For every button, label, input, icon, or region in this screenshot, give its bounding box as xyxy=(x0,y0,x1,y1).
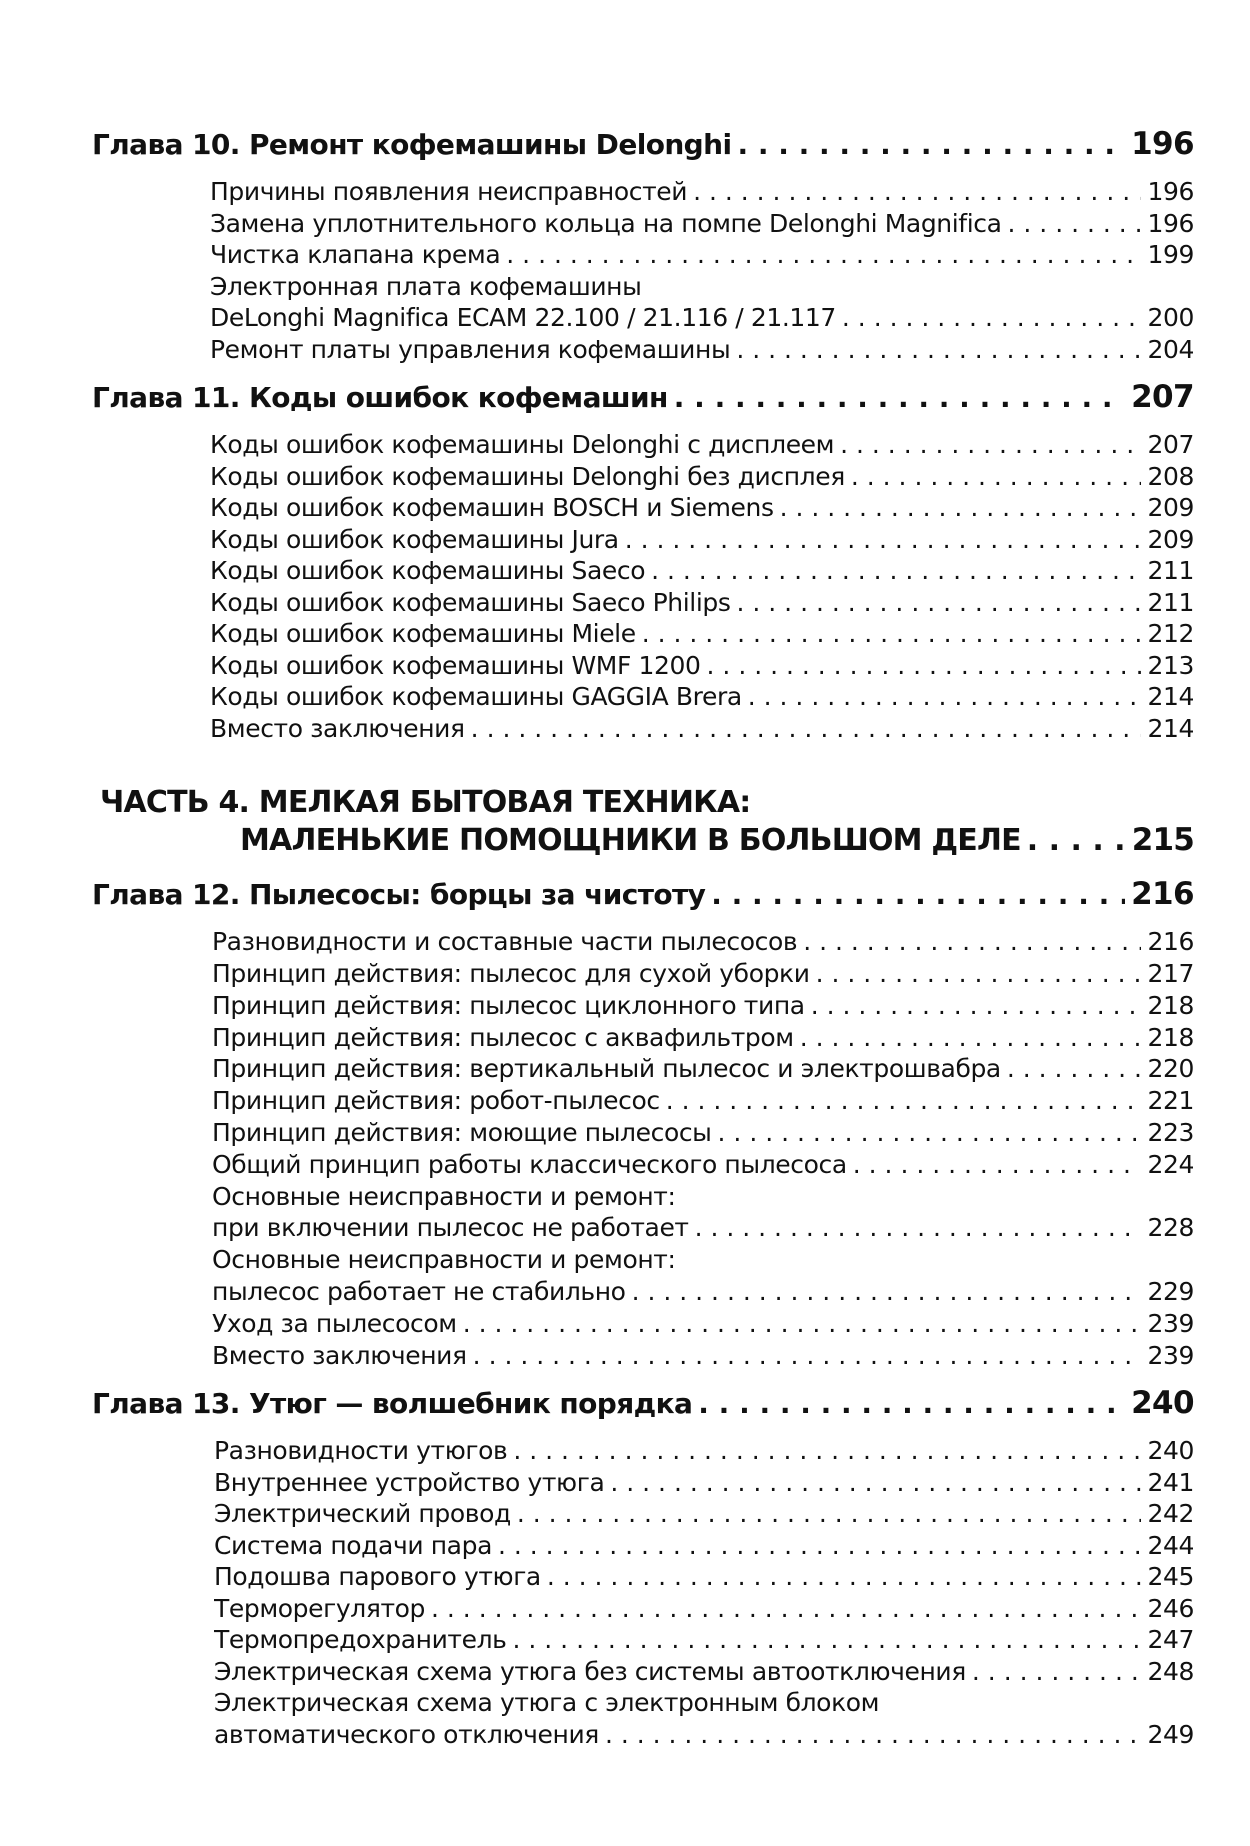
leader-dots xyxy=(513,1624,1142,1656)
part-page: 215 xyxy=(1131,822,1194,859)
entry-title: Коды ошибок кофемашины Jura xyxy=(210,524,619,554)
entry-title: Вместо заключения xyxy=(210,713,465,743)
toc-entry xyxy=(212,1085,1194,1117)
entry-page: 239 xyxy=(1147,1308,1194,1338)
toc-entry xyxy=(210,713,1194,745)
leader-dots xyxy=(711,878,1125,911)
entry-title: Коды ошибок кофемашины GAGGIA Brera xyxy=(210,682,742,712)
entry-title-line1: Основные неисправности и ремонт: xyxy=(212,1245,676,1275)
leader-dots xyxy=(811,990,1142,1022)
toc-entry xyxy=(212,926,1194,958)
toc-entry xyxy=(210,618,1194,650)
chapter-page: 207 xyxy=(1131,379,1194,416)
entry-page: 239 xyxy=(1147,1340,1194,1370)
entry-title-line2: DeLonghi Magnifica ECAM 22.100 / 21.116 / 21.117 xyxy=(210,303,836,333)
leader-dots xyxy=(513,1435,1141,1467)
entry-page: 228 xyxy=(1147,1213,1194,1243)
leader-dots xyxy=(698,1387,1125,1420)
entry-title: Замена уплотнительного кольца на помпе Delonghi Magnifica xyxy=(210,208,1002,238)
entry-title: Принцип действия: робот-пылесос xyxy=(212,1086,660,1116)
leader-dots xyxy=(737,128,1125,161)
entry-title: Подошва парового утюга xyxy=(214,1562,541,1592)
leader-dots xyxy=(1027,823,1126,858)
toc-chapter-13 xyxy=(92,1385,1194,1435)
chapter-title: Глава 10. Ремонт кофемашины Delonghi xyxy=(92,128,732,161)
entry-page: 244 xyxy=(1147,1530,1194,1560)
leader-dots xyxy=(651,555,1141,587)
toc-entry xyxy=(212,1340,1194,1372)
toc-entry xyxy=(210,555,1194,587)
leader-dots xyxy=(800,1022,1142,1054)
leader-dots xyxy=(471,713,1142,745)
entry-title-line2-row xyxy=(212,1276,1194,1308)
toc-entry xyxy=(210,176,1194,208)
leader-dots xyxy=(718,1117,1142,1149)
leader-dots xyxy=(473,1340,1142,1372)
leader-dots xyxy=(610,1467,1141,1499)
toc-entry xyxy=(214,1530,1194,1562)
leader-dots xyxy=(737,587,1142,619)
entry-page: 245 xyxy=(1147,1562,1194,1592)
toc-entry-two-line xyxy=(210,271,1194,334)
toc-entry xyxy=(210,461,1194,493)
entry-title: Терморегулятор xyxy=(214,1593,426,1623)
toc-chapter-10 xyxy=(92,126,1194,176)
entry-page: 204 xyxy=(1147,334,1194,364)
chapter-page: 216 xyxy=(1131,876,1194,913)
entry-title: Коды ошибок кофемашин BOSCH и Siemens xyxy=(210,493,774,523)
toc-entry xyxy=(212,1117,1194,1149)
entry-page: 241 xyxy=(1147,1467,1194,1497)
leader-dots xyxy=(642,618,1142,650)
entry-page: 249 xyxy=(1147,1720,1194,1750)
leader-dots xyxy=(748,681,1142,713)
leader-dots xyxy=(693,176,1141,208)
toc-entry xyxy=(210,681,1194,713)
toc-part-4 xyxy=(100,784,1194,862)
entry-page: 223 xyxy=(1147,1118,1194,1148)
chapter-page: 240 xyxy=(1131,1385,1194,1422)
entry-page: 218 xyxy=(1147,990,1194,1020)
entry-title-line2-row xyxy=(210,302,1194,334)
entry-page: 199 xyxy=(1147,240,1194,269)
leader-dots xyxy=(853,1149,1142,1181)
leader-dots xyxy=(816,958,1142,990)
entry-title: Общий принцип работы классического пылесоса xyxy=(212,1149,847,1179)
entry-title: Система подачи пара xyxy=(214,1530,492,1560)
toc-chapter-12 xyxy=(92,876,1194,926)
leader-dots xyxy=(851,461,1142,493)
toc-entry xyxy=(210,208,1194,240)
entry-page: 240 xyxy=(1147,1436,1194,1466)
entry-title: Чистка клапана крема xyxy=(210,240,501,269)
chapter-title: Глава 13. Утюг — волшебник порядка xyxy=(92,1387,693,1421)
entry-page: 200 xyxy=(1147,303,1194,333)
toc-entry xyxy=(210,587,1194,619)
toc-entry-two-line xyxy=(212,1181,1194,1245)
entry-title: Внутреннее устройство утюга xyxy=(214,1467,605,1497)
entry-page: 216 xyxy=(1147,927,1194,957)
toc-entry xyxy=(214,1624,1194,1656)
entry-title: Принцип действия: пылесос с аквафильтром xyxy=(212,1022,794,1052)
entry-page: 209 xyxy=(1147,493,1194,523)
toc-entry xyxy=(212,958,1194,990)
leader-dots xyxy=(736,334,1141,366)
entry-title-line2: при включении пылесос не работает xyxy=(212,1213,689,1243)
leader-dots xyxy=(803,926,1141,958)
leader-dots xyxy=(674,381,1125,414)
toc-entry-two-line xyxy=(214,1687,1194,1751)
toc-entry xyxy=(212,1308,1194,1340)
chapter-title: Глава 12. Пылесосы: борцы за чистоту xyxy=(92,878,706,912)
leader-dots xyxy=(605,1719,1142,1751)
entry-title-line2: пылесос работает не стабильно xyxy=(212,1277,626,1307)
entry-page: 242 xyxy=(1147,1499,1194,1529)
entry-page: 247 xyxy=(1147,1625,1194,1655)
toc-entry xyxy=(214,1593,1194,1625)
entry-page: 220 xyxy=(1147,1054,1194,1084)
part-title-line2: МАЛЕНЬКИЕ ПОМОЩНИКИ В БОЛЬШОМ ДЕЛЕ xyxy=(240,823,1021,859)
leader-dots xyxy=(840,429,1141,461)
entry-title: Принцип действия: пылесос циклонного типа xyxy=(212,990,805,1020)
entry-page: 196 xyxy=(1147,208,1194,238)
entry-page: 214 xyxy=(1147,682,1194,712)
entry-page: 214 xyxy=(1147,713,1194,743)
entry-title: Электрический провод xyxy=(214,1499,511,1529)
entry-title-line1: Электронная плата кофемашины xyxy=(210,271,642,301)
entry-page: 217 xyxy=(1147,959,1194,989)
toc-entry xyxy=(214,1498,1194,1530)
entry-page: 213 xyxy=(1147,650,1194,680)
leader-dots xyxy=(431,1593,1141,1625)
leader-dots xyxy=(1008,208,1142,240)
entry-page: 224 xyxy=(1147,1149,1194,1179)
toc-entry xyxy=(214,1435,1194,1467)
chapter-title: Глава 11. Коды ошибок кофемашин xyxy=(92,381,668,415)
leader-dots xyxy=(1007,1053,1142,1085)
leader-dots xyxy=(707,650,1142,682)
leader-dots xyxy=(506,239,1141,271)
leader-dots xyxy=(632,1276,1142,1308)
entry-title: Принцип действия: пылесос для сухой уборки xyxy=(212,959,810,989)
entry-title: Уход за пылесосом xyxy=(212,1308,457,1338)
toc-entry xyxy=(212,1149,1194,1181)
entry-title: Принцип действия: моющие пылесосы xyxy=(212,1118,712,1148)
entry-title-line1: Электрическая схема утюга с электронным блоком xyxy=(214,1688,880,1718)
toc-entry xyxy=(210,334,1194,366)
entry-title-line2-row xyxy=(212,1212,1194,1244)
leader-dots xyxy=(498,1530,1141,1562)
entry-title: Коды ошибок кофемашины Saeco xyxy=(210,556,646,586)
leader-dots xyxy=(780,492,1142,524)
leader-dots xyxy=(695,1212,1142,1244)
part-title-line1: ЧАСТЬ 4. МЕЛКАЯ БЫТОВАЯ ТЕХНИКА: xyxy=(100,785,751,821)
entry-page: 209 xyxy=(1147,524,1194,554)
leader-dots xyxy=(972,1656,1142,1688)
entry-page: 211 xyxy=(1147,587,1194,617)
toc-entry xyxy=(214,1561,1194,1593)
toc-entry xyxy=(212,1053,1194,1085)
entry-title: Коды ошибок кофемашины Saeco Philips xyxy=(210,587,731,617)
entry-page: 207 xyxy=(1147,430,1194,460)
part-title-line2-row xyxy=(240,822,1194,862)
entry-title-line2-row xyxy=(214,1719,1194,1751)
entry-title: Термопредохранитель xyxy=(214,1625,507,1655)
entry-page: 208 xyxy=(1147,461,1194,491)
leader-dots xyxy=(463,1308,1142,1340)
entry-page: 229 xyxy=(1147,1277,1194,1307)
entry-title: Электрическая схема утюга без системы автоотключения xyxy=(214,1656,966,1686)
toc-entry xyxy=(210,650,1194,682)
entry-title: Принцип действия: вертикальный пылесос и электрошвабра xyxy=(212,1054,1001,1084)
entry-title: Коды ошибок кофемашины Miele xyxy=(210,619,636,649)
entry-page: 248 xyxy=(1147,1656,1194,1686)
entry-title: Разновидности и составные части пылесосов xyxy=(212,927,798,957)
leader-dots xyxy=(842,302,1142,334)
entry-page: 211 xyxy=(1147,556,1194,586)
toc-chapter-11 xyxy=(92,379,1194,429)
entry-title: Коды ошибок кофемашины WMF 1200 xyxy=(210,650,701,680)
chapter-page: 196 xyxy=(1131,126,1194,162)
entry-title: Разновидности утюгов xyxy=(214,1436,508,1466)
entry-title: Коды ошибок кофемашины Delonghi без дисплея xyxy=(210,461,845,491)
toc-entry xyxy=(210,239,1194,271)
leader-dots xyxy=(547,1561,1142,1593)
toc-entry xyxy=(210,492,1194,524)
leader-dots xyxy=(666,1085,1142,1117)
toc-entry xyxy=(214,1656,1194,1688)
toc-entry xyxy=(210,429,1194,461)
entry-page: 212 xyxy=(1147,619,1194,649)
toc-entry xyxy=(214,1467,1194,1499)
entry-page: 246 xyxy=(1147,1593,1194,1623)
leader-dots xyxy=(625,524,1142,556)
leader-dots xyxy=(517,1498,1142,1530)
entry-title: Ремонт платы управления кофемашины xyxy=(210,334,731,364)
toc-entry xyxy=(210,524,1194,556)
toc-entry-two-line xyxy=(212,1244,1194,1308)
entry-title-line2: автоматического отключения xyxy=(214,1720,599,1750)
entry-page: 221 xyxy=(1147,1086,1194,1116)
entry-page: 218 xyxy=(1147,1022,1194,1052)
entry-title: Коды ошибок кофемашины Delonghi с дисплеем xyxy=(210,430,835,460)
entry-title: Вместо заключения xyxy=(212,1340,467,1370)
entry-title-line1: Основные неисправности и ремонт: xyxy=(212,1181,676,1211)
entry-page: 196 xyxy=(1147,177,1194,206)
toc-entry xyxy=(212,1022,1194,1054)
entry-title: Причины появления неисправностей xyxy=(210,177,688,206)
toc-entry xyxy=(212,990,1194,1022)
